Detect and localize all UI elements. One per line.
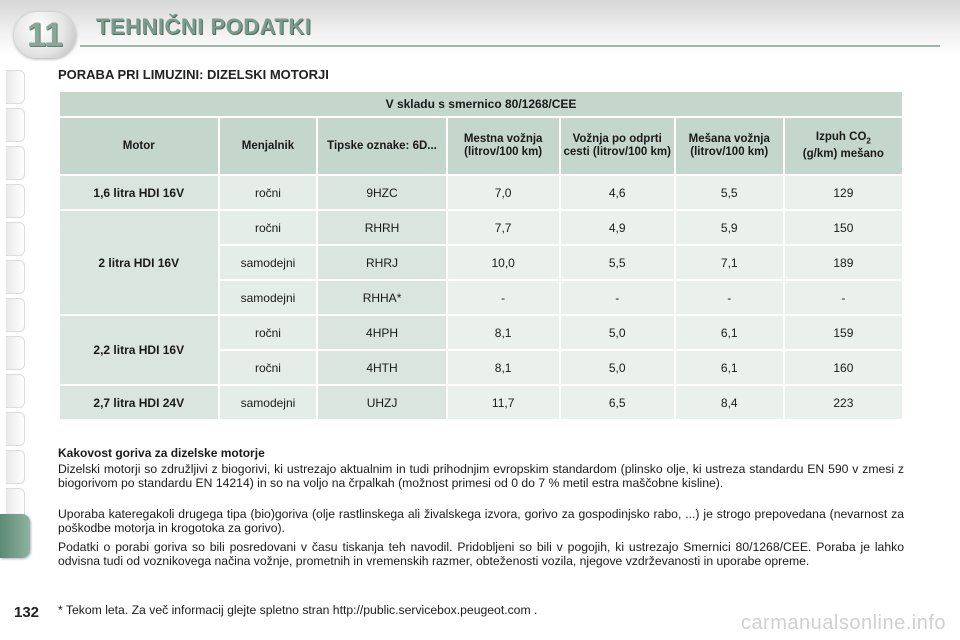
code-cell: UHZJ [318,386,445,419]
motor-cell: 2 litra HDI 16V [60,211,218,314]
urban-cell: 7,0 [448,176,559,209]
co2-cell: 189 [785,246,902,279]
chapter-badge: 11 [14,12,76,58]
combined-cell: 6,1 [676,316,783,349]
combined-cell: 6,1 [676,351,783,384]
chapter-tab[interactable] [6,108,25,142]
fuel-quality-paragraph: Uporaba kateregakoli drugega tipa (bio)goriva (olje rastlinskega ali živalskega izvora, gorivo za gospodinjsko rabo, ...) je strogo prepovedana (nevarnost za poškodbe motorja in krogotoka za gorivo). [58,507,904,535]
extra-urban-cell: 4,6 [561,176,674,209]
chapter-tab[interactable] [6,70,25,104]
co2-cell: 129 [785,176,902,209]
chapter-tab-active[interactable] [0,514,30,558]
header-co2 [785,118,902,174]
table-row [60,386,902,419]
code-cell: RHRJ [318,246,445,279]
chapter-tabs [0,56,28,556]
gearbox-cell: samodejni [220,386,317,419]
co2-cell: 160 [785,351,902,384]
co2-unit: (g/km) mešano [802,147,884,160]
extra-urban-cell: 6,5 [561,386,674,419]
combined-cell: 5,5 [676,176,783,209]
chapter-tab[interactable] [6,298,25,332]
fuel-quality-paragraph: Dizelski motorji so združljivi z biogorivi, ki ustrezajo aktualnim in tudi prihodnjim evropskim standardom (plinsko olje, ki ustreza standardu EN 590 v zmesi z biogorivom po standardu EN 14214) in so na voljo na črpalkah (možnost primesi od 0 do 7 % metil estra maščobne kisline). [58,462,904,490]
urban-cell: 8,1 [448,316,559,349]
table-row [60,211,902,244]
chapter-tab[interactable] [6,184,25,218]
co2-cell: 150 [785,211,902,244]
urban-cell: 8,1 [448,351,559,384]
section-title: PORABA PRI LIMUZINI: DIZELSKI MOTORJI [58,67,329,82]
chapter-tab[interactable] [6,412,25,446]
chapter-tab[interactable] [6,336,25,370]
chapter-tab[interactable] [6,450,25,484]
combined-cell: 5,9 [676,211,783,244]
gearbox-cell: samodejni [220,281,317,314]
gearbox-cell: ročni [220,351,317,384]
gearbox-cell: ročni [220,176,317,209]
header-gearbox: Menjalnik [220,118,317,174]
co2-cell: 159 [785,316,902,349]
header-type-code: Tipske oznake: 6D... [318,118,445,174]
motor-cell: 1,6 litra HDI 16V [60,176,218,209]
urban-cell: 11,7 [448,386,559,419]
motor-cell: 2,7 litra HDI 24V [60,386,218,419]
extra-urban-cell: 5,0 [561,351,674,384]
motor-cell: 2,2 litra HDI 16V [60,316,218,384]
gearbox-cell: ročni [220,316,317,349]
extra-urban-cell: 5,0 [561,316,674,349]
urban-cell: - [448,281,559,314]
co2-label: Izpuh CO [815,131,867,144]
gearbox-cell: ročni [220,211,317,244]
header-divider [80,45,940,47]
code-cell: 9HZC [318,176,445,209]
extra-urban-cell: 5,5 [561,246,674,279]
combined-cell: - [676,281,783,314]
table-row [60,176,902,209]
urban-cell: 7,7 [448,211,559,244]
co2-cell: 223 [785,386,902,419]
header-combined: Mešana vožnja (litrov/100 km) [676,118,783,174]
consumption-note-paragraph: Podatki o porabi goriva so bili posredovani v času tiskanja teh navodil. Pridobljeni so bili v pogojih, ki ustrezajo Smernici 80/1268/CEE. Poraba je lahko odvisna tudi od voznikovega načina vožnje, prometnih in vremenskih razmer, obteženosti vozila, njegove vzdrževanosti in uporabe opreme. [58,540,904,568]
chapter-tab[interactable] [6,374,25,408]
extra-urban-cell: - [561,281,674,314]
watermark: carmanualsonline.info [740,612,946,634]
co2-cell: - [785,281,902,314]
code-cell: RHHA* [318,281,445,314]
page-number: 132 [14,604,40,621]
page-title: TEHNIČNI PODATKI [96,14,312,39]
footnote: * Tekom leta. Za več informacij glejte spletno stran http://public.servicebox.peugeot.com . [58,603,538,617]
combined-cell: 7,1 [676,246,783,279]
table-caption: V skladu s smernico 80/1268/CEE [60,92,902,116]
consumption-table [58,90,904,421]
fuel-quality-heading: Kakovost goriva za dizelske motorje [58,446,265,460]
table-row [60,316,902,349]
chapter-tab[interactable] [6,146,25,180]
combined-cell: 8,4 [676,386,783,419]
code-cell: 4HTH [318,351,445,384]
table-header-row [60,118,902,174]
chapter-tab[interactable] [6,260,25,294]
code-cell: 4HPH [318,316,445,349]
gearbox-cell: samodejni [220,246,317,279]
chapter-tab[interactable] [6,222,25,256]
co2-subscript: 2 [866,136,871,146]
header-urban: Mestna vožnja (litrov/100 km) [448,118,559,174]
header-motor: Motor [60,118,218,174]
extra-urban-cell: 4,9 [561,211,674,244]
urban-cell: 10,0 [448,246,559,279]
code-cell: RHRH [318,211,445,244]
header-extra-urban: Vožnja po odprti cesti (litrov/100 km) [561,118,674,174]
